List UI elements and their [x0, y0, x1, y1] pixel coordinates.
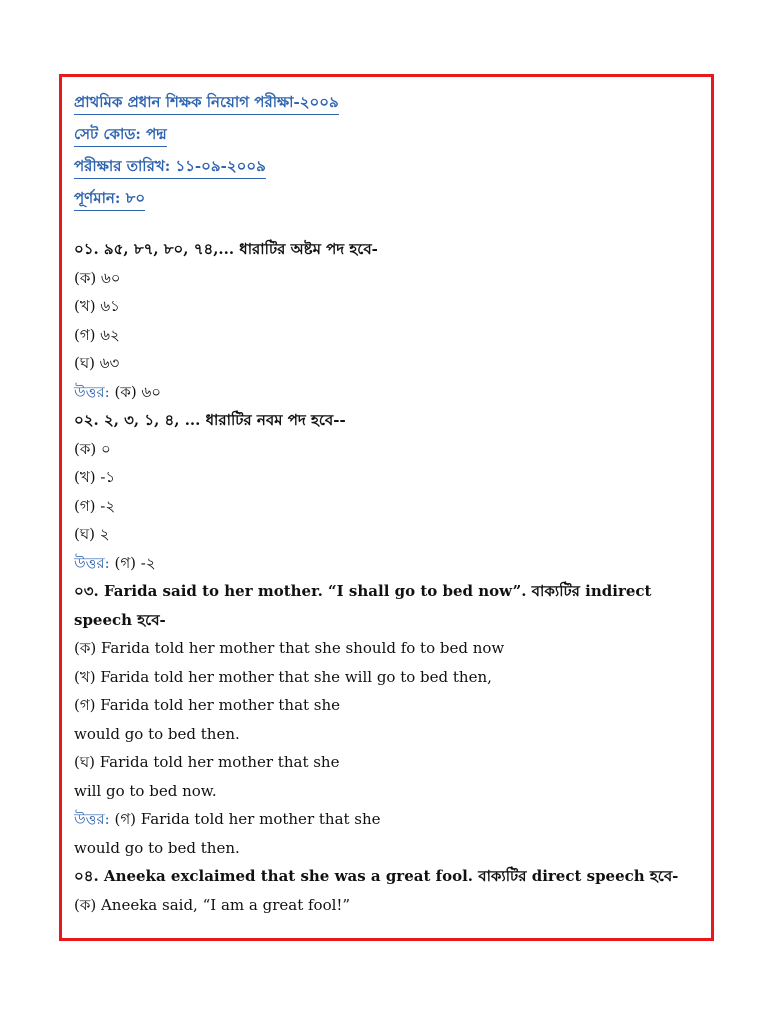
- answer-label: উত্তর:: [74, 810, 110, 828]
- document-frame: [59, 74, 714, 941]
- question-4-text: ০৪. Aneeka exclaimed that she was a great fool. বাক্যটির direct speech হবে-: [74, 867, 679, 885]
- full-marks: পূর্ণমান: ৮০: [74, 187, 145, 211]
- question-1-option-ga: (গ) ৬২: [74, 325, 120, 344]
- question-3-option-ga: (গ) Farida told her mother that she: [74, 696, 341, 714]
- question-4: [74, 862, 699, 919]
- question-2: [74, 406, 699, 577]
- question-3-option-ka: (ক) Farida told her mother that she should fo to bed now: [74, 639, 505, 657]
- answer-value: (গ) -২: [114, 553, 156, 572]
- document-content: [74, 91, 699, 919]
- question-3-option-ga-cont: would go to bed then.: [74, 724, 240, 743]
- question-2-option-kha: (খ) -১: [74, 468, 116, 486]
- question-1-text: ০১. ৯৫, ৮৭, ৮০, ৭৪,... ধারাটির অষ্টম পদ হবে-: [74, 240, 378, 258]
- exam-title: প্রাথমিক প্রধান শিক্ষক নিয়োগ পরীক্ষা-২০০৯: [74, 91, 339, 115]
- question-2-option-ka: (ক) ০: [74, 439, 111, 458]
- question-1-option-ka: (ক) ৬০: [74, 268, 121, 287]
- answer-value: (ক) ৬০: [114, 382, 161, 401]
- question-3-option-gha-cont: will go to bed now.: [74, 781, 217, 800]
- answer-value: (গ) Farida told her mother that she: [114, 810, 381, 828]
- question-4-option-ka: (ক) Aneeka said, “I am a great fool!”: [74, 895, 351, 914]
- question-3-answer-cont: would go to bed then.: [74, 838, 240, 857]
- question-2-option-ga: (গ) -২: [74, 496, 116, 515]
- question-1-option-gha: (ঘ) ৬৩: [74, 354, 120, 372]
- set-code: সেট কোড: পদ্ম: [74, 123, 167, 147]
- question-2-text: ০২. ২, ৩, ১, ৪, ... ধারাটির নবম পদ হবে--: [74, 411, 346, 429]
- question-1-option-kha: (খ) ৬১: [74, 297, 120, 315]
- question-2-answer: [74, 549, 699, 578]
- question-3: [74, 577, 699, 862]
- question-1-answer: [74, 378, 699, 407]
- question-3-text: ০৩. Farida said to her mother. “I shall go to bed now”. বাক্যটির indirect speech হবে-: [74, 582, 652, 629]
- question-2-option-gha: (ঘ) ২: [74, 525, 110, 543]
- answer-label: উত্তর:: [74, 553, 110, 572]
- question-3-answer: [74, 805, 699, 834]
- answer-label: উত্তর:: [74, 382, 110, 401]
- exam-date: পরীক্ষার তারিখ: ১১-০৯-২০০৯: [74, 155, 266, 179]
- question-1: [74, 235, 699, 406]
- question-3-option-gha: (ঘ) Farida told her mother that she: [74, 753, 340, 771]
- document-header: [74, 91, 699, 219]
- question-3-option-kha: (খ) Farida told her mother that she will go to bed then,: [74, 667, 492, 686]
